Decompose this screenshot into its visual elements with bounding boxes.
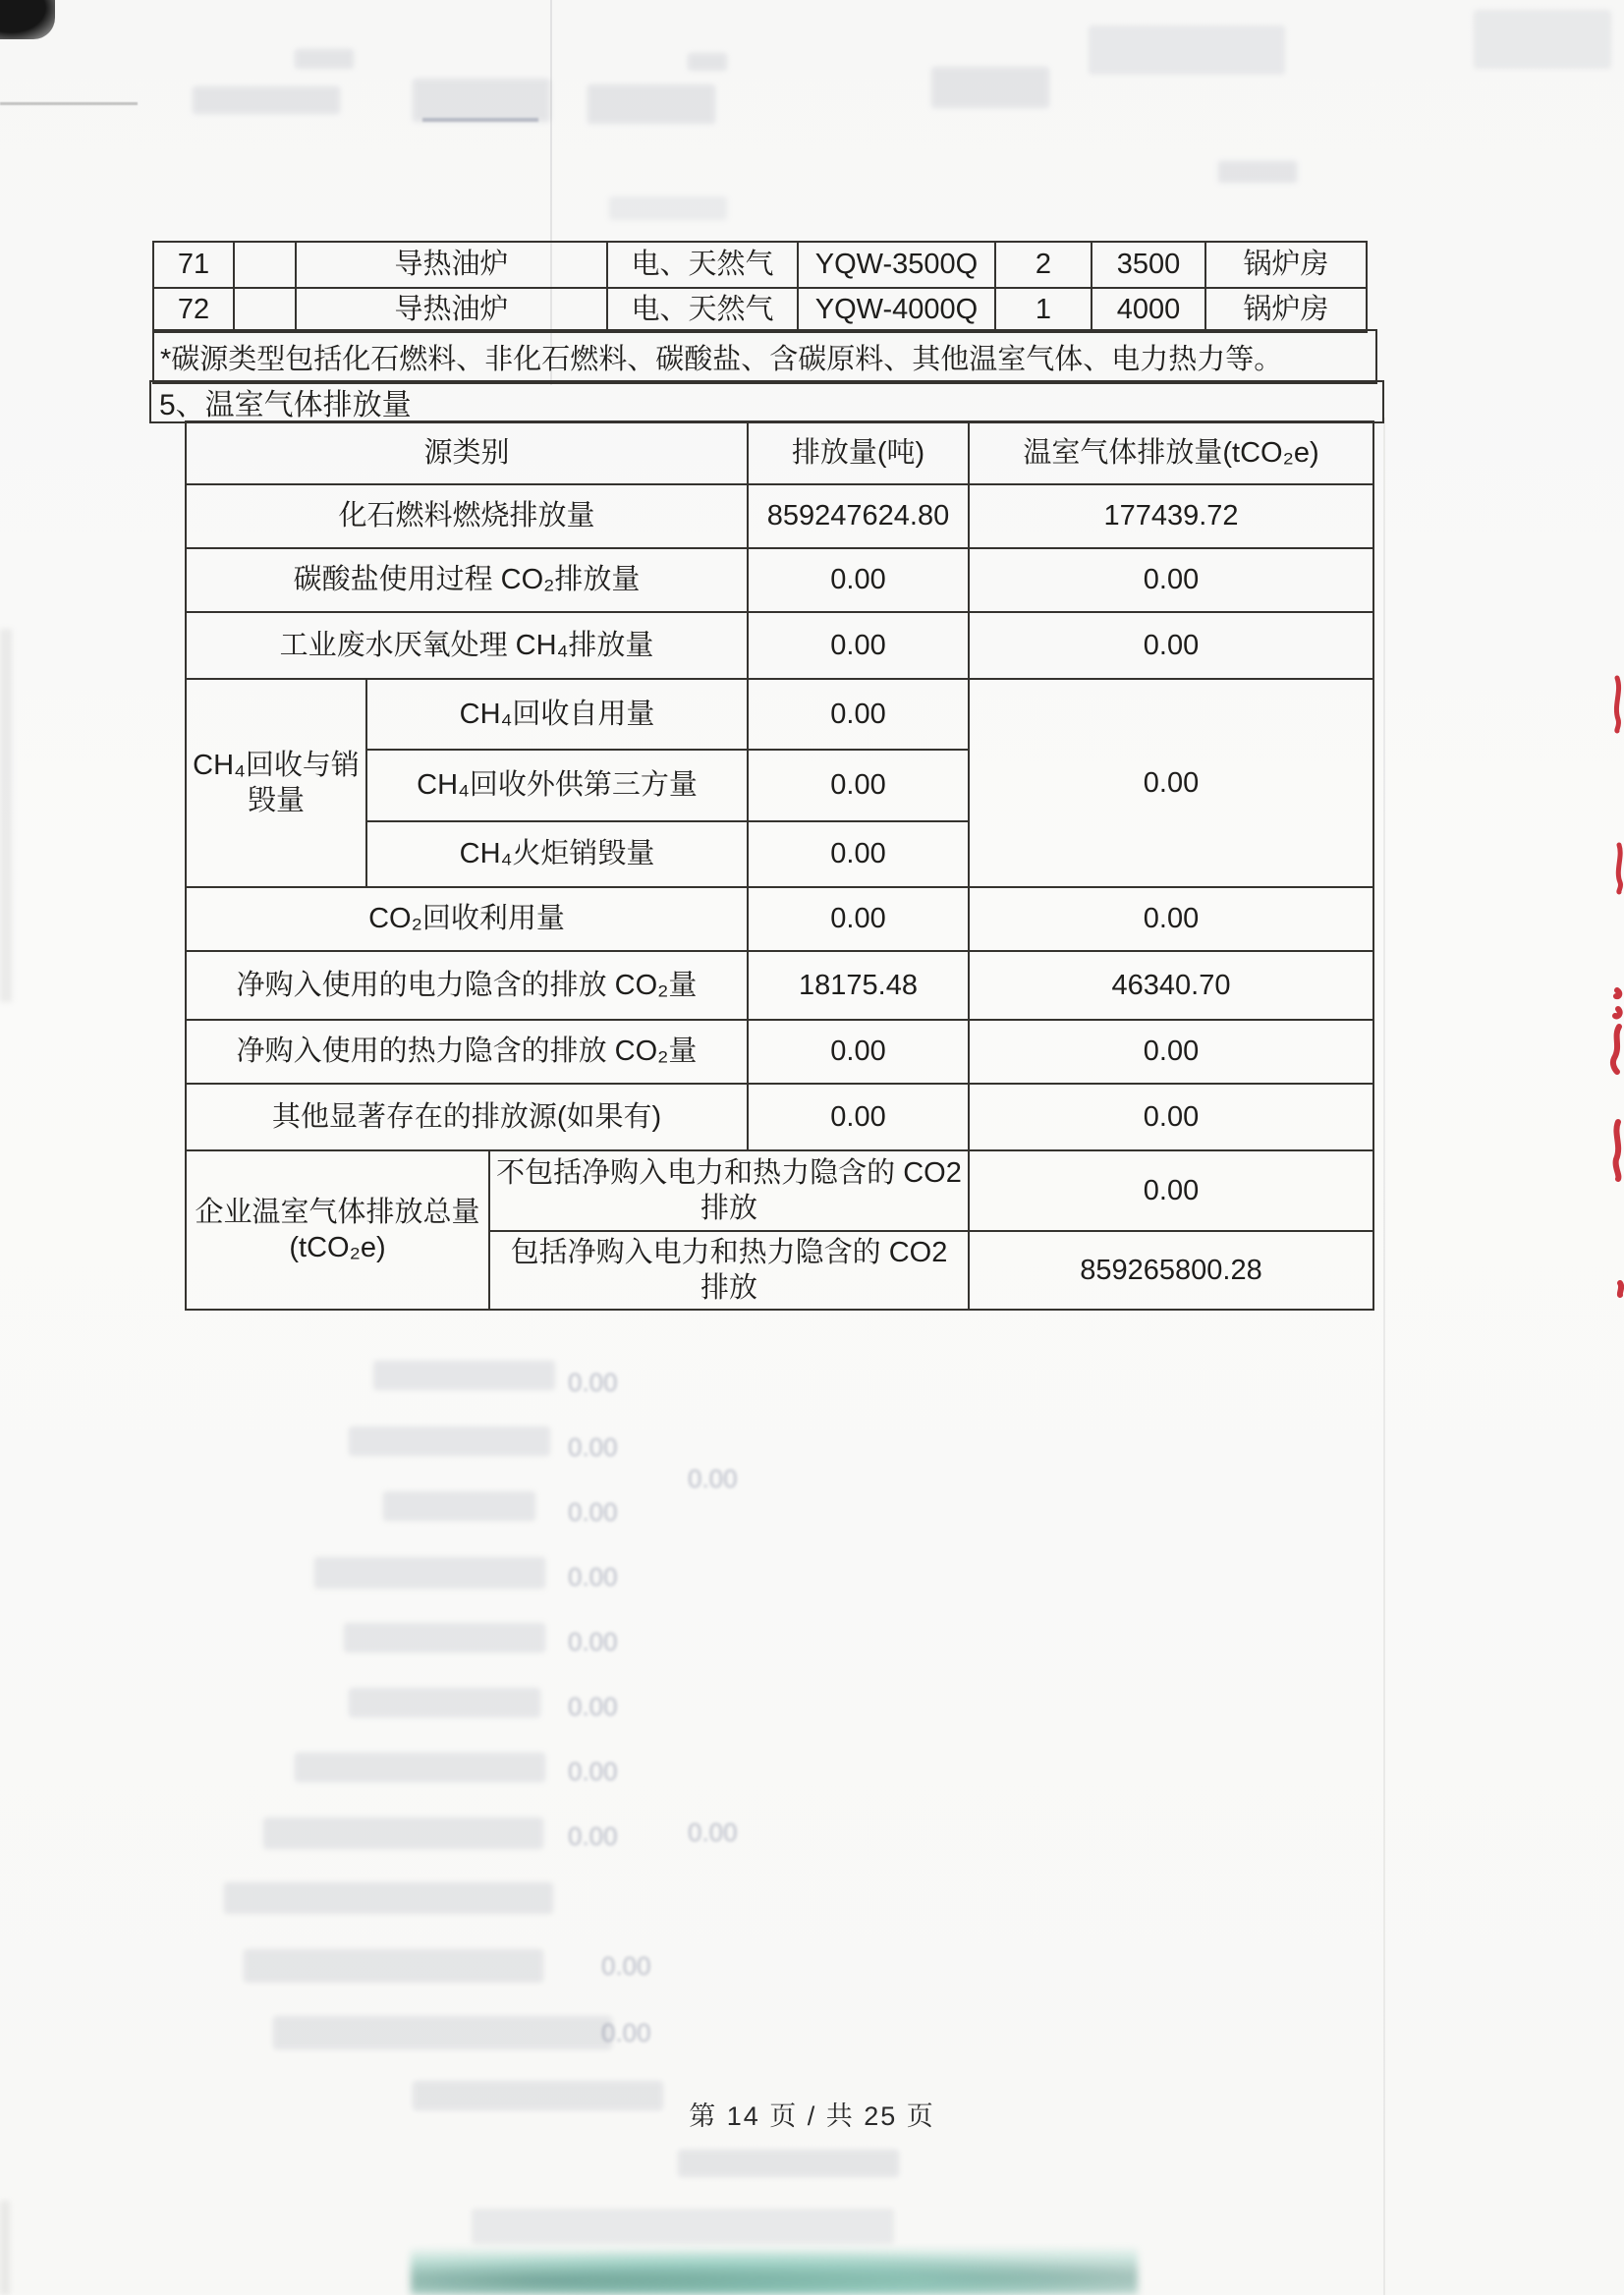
row-amount: 0.00 <box>748 887 969 951</box>
row-ghg: 0.00 <box>969 1084 1373 1150</box>
ghost-text: 0.00 <box>601 2018 651 2047</box>
red-mark-icon <box>1609 1120 1624 1181</box>
ch4-group-ghg: 0.00 <box>969 679 1373 887</box>
ghost-smudge <box>273 2016 612 2049</box>
row-label: 其他显著存在的排放源(如果有) <box>186 1084 748 1150</box>
row-label: CO₂回收利用量 <box>186 887 748 951</box>
row-label: 不包括净购入电力和热力隐含的 CO2 排放 <box>489 1150 969 1231</box>
edge-smudge <box>0 2201 10 2295</box>
ghost-text: 0.00 <box>568 1562 618 1592</box>
equip-count: 1 <box>995 288 1092 332</box>
table-row <box>186 612 1373 679</box>
row-amount: 859247624.80 <box>748 484 969 548</box>
table-header-row <box>186 421 1373 484</box>
ghost-smudge <box>314 1557 545 1589</box>
table-row <box>153 242 1367 288</box>
ghost-smudge <box>472 2209 894 2244</box>
ghost-text: 0.00 <box>568 1497 618 1527</box>
table-row <box>186 1084 1373 1150</box>
equip-location: 锅炉房 <box>1205 288 1367 332</box>
row-ghg: 0.00 <box>969 1020 1373 1084</box>
section-title-box <box>149 380 1384 423</box>
row-amount: 0.00 <box>748 548 969 612</box>
ghost-underline <box>422 118 538 122</box>
equip-model: YQW-4000Q <box>798 288 995 332</box>
row-value: 859265800.28 <box>969 1231 1373 1310</box>
ghost-text: 0.00 <box>688 1464 738 1493</box>
equip-name: 导热油炉 <box>296 242 607 288</box>
ghost-smudge <box>931 67 1049 108</box>
scan-corner-mark <box>0 0 55 39</box>
ghost-smudge <box>244 1949 543 1983</box>
ghost-text: 0.00 <box>568 1757 618 1786</box>
row-ghg: 0.00 <box>969 548 1373 612</box>
ghost-text: 0.00 <box>601 1951 651 1981</box>
header-ghg: 温室气体排放量(tCO₂e) <box>969 421 1373 484</box>
table-row <box>186 548 1373 612</box>
equip-model: YQW-3500Q <box>798 242 995 288</box>
ghost-smudge <box>349 1688 540 1717</box>
ghost-smudge <box>413 79 550 122</box>
row-amount: 0.00 <box>748 1020 969 1084</box>
ghost-smudge <box>678 2150 899 2177</box>
ghost-smudge <box>224 1882 553 1914</box>
row-amount: 0.00 <box>748 612 969 679</box>
ghost-smudge <box>263 1818 543 1849</box>
row-ghg: 177439.72 <box>969 484 1373 548</box>
note-text: *碳源类型包括化石燃料、非化石燃料、碳酸盐、含碳原料、其他温室气体、电力热力等。 <box>160 343 1283 375</box>
equipment-table <box>152 241 1368 333</box>
row-label: 包括净购入电力和热力隐含的 CO2 排放 <box>489 1231 969 1310</box>
row-label: CH₄回收自用量 <box>366 679 748 750</box>
green-highlight-smudge <box>411 2248 1138 2295</box>
row-label: CH₄火炬销毁量 <box>366 821 748 887</box>
equip-blank <box>234 288 296 332</box>
section-title: 5、温室气体排放量 <box>159 389 412 421</box>
equip-name: 导热油炉 <box>296 288 607 332</box>
red-mark-icon <box>1605 987 1624 1074</box>
row-ghg: 46340.70 <box>969 951 1373 1020</box>
row-label: 化石燃料燃烧排放量 <box>186 484 748 548</box>
row-amount: 0.00 <box>748 1084 969 1150</box>
table-row <box>153 288 1367 332</box>
row-ghg: 0.00 <box>969 612 1373 679</box>
row-amount: 18175.48 <box>748 951 969 1020</box>
ghost-smudge <box>344 1623 545 1652</box>
row-label: 净购入使用的电力隐含的排放 CO₂量 <box>186 951 748 1020</box>
ghost-text: 0.00 <box>568 1692 618 1721</box>
ghost-smudge <box>349 1427 550 1456</box>
ghost-smudge <box>295 1753 545 1782</box>
table-row <box>186 951 1373 1020</box>
equip-fuel: 电、天然气 <box>607 242 798 288</box>
red-mark-icon <box>1615 1281 1624 1297</box>
equip-no: 71 <box>153 242 234 288</box>
equip-capacity: 3500 <box>1092 242 1205 288</box>
row-label: 工业废水厌氧处理 CH₄排放量 <box>186 612 748 679</box>
header-source: 源类别 <box>186 421 748 484</box>
emissions-table <box>185 420 1374 1311</box>
row-ghg: 0.00 <box>969 887 1373 951</box>
row-label: 净购入使用的热力隐含的排放 CO₂量 <box>186 1020 748 1084</box>
red-mark-icon <box>1609 676 1624 733</box>
scan-line <box>0 102 138 105</box>
table-row <box>186 484 1373 548</box>
table-row <box>186 1150 1373 1231</box>
ghost-smudge <box>1089 26 1285 75</box>
edge-smudge <box>0 629 12 1002</box>
ghost-smudge <box>688 53 727 71</box>
total-group-label: 企业温室气体排放总量(tCO₂e) <box>186 1150 489 1310</box>
row-amount: 0.00 <box>748 821 969 887</box>
equip-location: 锅炉房 <box>1205 242 1367 288</box>
table-row <box>186 679 1373 750</box>
red-mark-icon <box>1612 843 1624 894</box>
equip-capacity: 4000 <box>1092 288 1205 332</box>
ghost-text: 0.00 <box>688 1818 738 1847</box>
carbon-source-note <box>152 329 1377 384</box>
ghost-smudge <box>588 84 715 124</box>
row-amount: 0.00 <box>748 679 969 750</box>
ghost-smudge <box>383 1491 535 1521</box>
ghost-text: 0.00 <box>568 1432 618 1462</box>
ghost-smudge <box>295 49 354 69</box>
equip-fuel: 电、天然气 <box>607 288 798 332</box>
equip-count: 2 <box>995 242 1092 288</box>
table-row <box>186 887 1373 951</box>
row-label: CH₄回收外供第三方量 <box>366 750 748 821</box>
ghost-text: 0.00 <box>568 1821 618 1851</box>
ghost-smudge <box>1474 10 1611 69</box>
ch4-group-label: CH₄回收与销毁量 <box>186 679 366 887</box>
equip-blank <box>234 242 296 288</box>
ghost-text: 0.00 <box>568 1627 618 1656</box>
ghost-text: 0.00 <box>568 1368 618 1397</box>
equip-no: 72 <box>153 288 234 332</box>
table-row <box>186 1020 1373 1084</box>
fold-line <box>1383 418 1385 2295</box>
header-amount: 排放量(吨) <box>748 421 969 484</box>
ghost-smudge <box>1218 161 1297 183</box>
row-label: 碳酸盐使用过程 CO₂排放量 <box>186 548 748 612</box>
ghost-smudge <box>193 86 340 114</box>
row-value: 0.00 <box>969 1150 1373 1231</box>
page-number: 第 14 页 / 共 25 页 <box>689 2101 935 2131</box>
ghost-smudge <box>373 1361 555 1390</box>
ghost-smudge <box>609 196 727 220</box>
row-amount: 0.00 <box>748 750 969 821</box>
